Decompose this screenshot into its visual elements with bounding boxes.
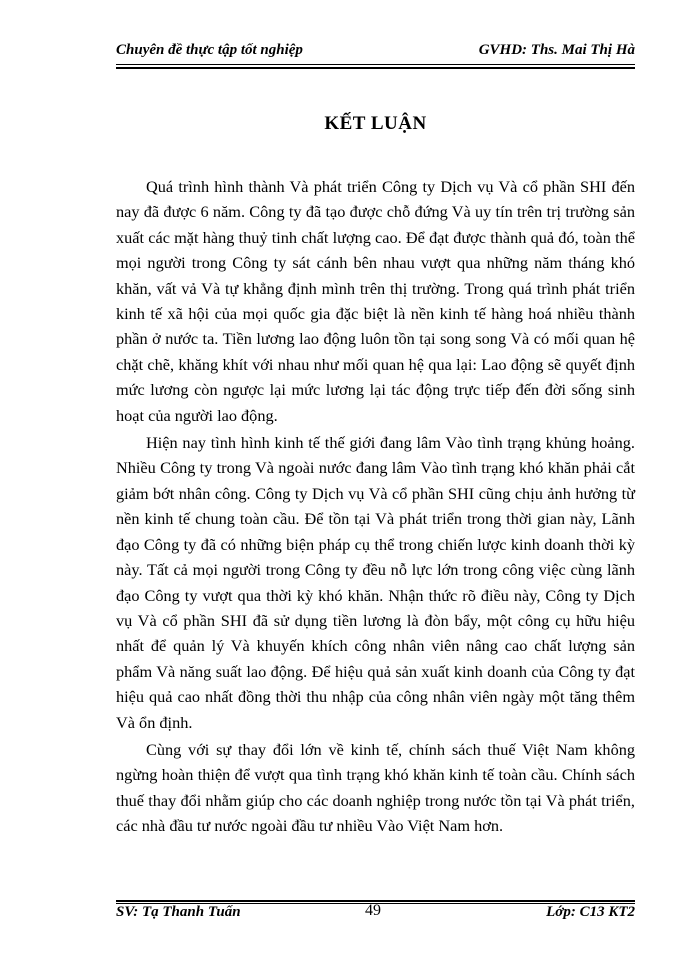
footer-class: Lớp: C13 KT2 — [546, 904, 635, 920]
page-footer — [116, 902, 635, 924]
header-document-type: Chuyên đề thực tập tốt nghiệp — [116, 42, 303, 58]
header-rule — [116, 64, 635, 65]
header-rule-thick — [116, 67, 635, 69]
paragraph: Hiện nay tình hình kinh tế thế giới đang lâm Vào tình trạng khủng hoảng. Nhiều Công ty trong Và ngoài nước đang lâm Vào tình trạng khó khăn phải cắt giảm bớt nhân công. Công ty Dịch vụ Và cổ phần SHI cũng chịu ảnh hưởng từ nền kinh tế chung toàn cầu. Để tồn tại Và phát triển trong thời gian này, Lãnh đạo Công ty đã có những biện pháp cụ thể trong chiến lược kinh doanh thời kỳ này. Tất cả mọi người trong Công ty đều nỗ lực lớn trong công việc cùng lãnh đạo Công ty vượt qua thời kỳ khó khăn. Nhận thức rõ điều này, Công ty Dịch vụ Và cổ phần SHI đã sử dụng tiền lương là đòn bẩy, một công cụ hữu hiệu nhất để quản lý Và khuyến khích công nhân viên nâng cao chất lượng sản phẩm Và năng suất lao động. Để hiệu quả sản xuất kinh doanh của Công ty đạt hiệu quả cao nhất đồng thời thu nhập của công nhân viên ngày một tăng thêm Và ổn định. — [116, 433, 635, 732]
paragraph: Cùng với sự thay đổi lớn về kinh tế, chính sách thuế Việt Nam không ngừng hoàn thiện để vượt qua tình trạng khó khăn kinh tế toàn cầu. Chính sách thuế thay đổi nhằm giúp cho các doanh nghiệp trong nước tồn tại Và phát triển, các nhà đầu tư nước ngoài đầu tư nhiều Vào Việt Nam hơn. — [116, 739, 635, 836]
page-number: 49 — [365, 902, 381, 919]
page-header — [116, 40, 635, 64]
header-supervisor: GVHD: Ths. Mai Thị Hà — [478, 42, 635, 58]
footer-student: SV: Tạ Thanh Tuấn — [116, 904, 241, 920]
paragraph: Quá trình hình thành Và phát triển Công ty Dịch vụ Và cổ phần SHI đến nay đã được 6 năm. Công ty đã tạo được chỗ đứng Và uy tín trên trị trường sản xuất các mặt hàng thuỷ tinh chất lượng cao. Để đạt được thành quả đó, toàn thể mọi người trong Công ty sát cánh bên nhau vượt qua những năm tháng khó khăn, vất vả Và tự khẳng định mình trên thị trường. Trong quá trình phát triển kinh tế xã hội của mọi quốc gia đặc biệt là nền kinh tế hàng hoá nhiều thành phần ở nước ta. Tiền lương lao động luôn tồn tại song song Và có mối quan hệ chặt chẽ, khăng khít với nhau như mối quan hệ qua lại: Lao động sẽ quyết định mức lương còn ngược lại mức lương lại tác động trực tiếp đến đời sống sinh hoạt của người lao động. — [116, 177, 635, 425]
document-body — [116, 174, 635, 839]
page-title: KẾT LUẬN — [324, 113, 427, 134]
